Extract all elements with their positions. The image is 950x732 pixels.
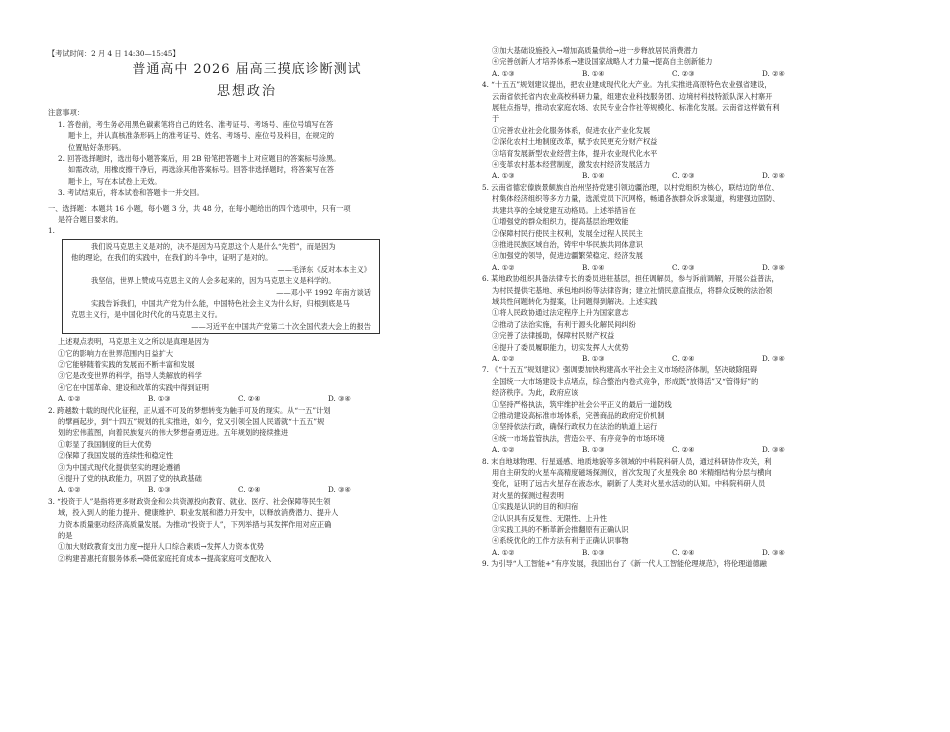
answer-choices bbox=[482, 262, 902, 273]
option: ④它在中国革命、建设和改革的实践中得到证明 bbox=[58, 382, 209, 392]
option: ③为中国式现代化提供坚实的理论遵循 bbox=[58, 462, 181, 472]
option: ④变革农村基本经营制度，激发农村经济发展活力 bbox=[492, 160, 651, 170]
answer-choices bbox=[482, 170, 902, 181]
option: ②深化农村土地制度改革，赋予农民更充分财产权益 bbox=[492, 137, 658, 147]
quote-box bbox=[62, 239, 380, 334]
notes-line: 2. 回答选择题时，选出每小题答案后，用 2B 铅笔把答题卡上对应题目的答案标号涂黑。 bbox=[58, 154, 341, 164]
choice-c[interactable]: C. ②④ bbox=[672, 547, 695, 557]
question-stem: 全国统一大市场建设卡点堵点，综合整治内卷式竞争，形成既“放得活”又“管得好”的 bbox=[492, 376, 759, 386]
question-stem: 村集体经济组织等多方力量，选派党员下沉网格，畅通各族群众诉求渠道，构建强边固防、 bbox=[492, 194, 780, 204]
choice-d[interactable]: D. ③④ bbox=[762, 445, 785, 455]
quote-line: 我坚信，世界上赞成马克思主义的人会多起来的，因为马克思主义是科学的。 bbox=[91, 276, 336, 286]
option: ④加强党的领导，促进边疆繁荣稳定、经济发展 bbox=[492, 251, 643, 261]
answer-choices bbox=[48, 484, 446, 495]
notes-line: 1. 答卷前，考生务必用黑色碳素笔将自己的姓名、准考证号、考场号、座位号填写在答 bbox=[58, 119, 334, 129]
option: ①加大财政教育支出力度→提升人口综合素质→发挥人力资本优势 bbox=[58, 542, 265, 552]
option: ①将人民政协通过法定程序上升为国家意志 bbox=[492, 308, 629, 318]
option: ④提升了党的执政能力，巩固了党的执政基础 bbox=[58, 474, 202, 483]
question-stem: 3. “投资于人”是指将更多财政资金和公共资源投向教育、就业、医疗、社会保障等民生领 bbox=[48, 496, 331, 506]
question-stem: 2. 跨越数十载的现代化征程，正从遥不可及的梦想转变为触手可及的现实。从“一五”计划 bbox=[48, 405, 331, 415]
exam-time: 【考试时间：2 月 4 日 14:30—15:45】 bbox=[48, 49, 180, 58]
choice-a[interactable]: A. ①② bbox=[492, 445, 515, 455]
answer-choices bbox=[482, 444, 902, 455]
question-stem: 于 bbox=[492, 114, 500, 124]
notes-line: 题卡上，并认真核准条形码上的准考证号、姓名、考场号、座位号及科目，在规定的 bbox=[68, 131, 334, 141]
option: ②构建普惠托育服务体系→降低家庭托育成本→提高家庭可支配收入 bbox=[58, 553, 272, 563]
answer-choices bbox=[482, 547, 902, 558]
left-column bbox=[48, 0, 446, 564]
option: ③加大基础设施投入→增加高质量供给→进一步释放居民消费潜力 bbox=[492, 46, 699, 55]
quote-line: 克思主义行，是中国化时代化的马克思主义行。 bbox=[71, 310, 222, 320]
choice-b[interactable]: B. ①③ bbox=[582, 445, 605, 455]
choice-c[interactable]: C. ②③ bbox=[672, 171, 695, 181]
notes-label: 注意事项： bbox=[48, 108, 84, 118]
question-stem: 对火星的探测过程表明 bbox=[492, 490, 564, 500]
option: ④提升了委员履职能力，切实发挥人大优势 bbox=[492, 342, 629, 352]
question-stem: 8. 末自地球物理、行星遥感、地质地貌等多领域的中科院科研人员，通过科研协作攻关，利 bbox=[482, 456, 772, 466]
choice-a[interactable]: A. ①② bbox=[58, 394, 81, 404]
question-stem: 的擘画起步，到“十四五”规划的扎实推进，如今，党又引领全国人民谱就“十五五”规 bbox=[58, 416, 325, 426]
quote-source: ——毛泽东《反对本本主义》 bbox=[277, 264, 371, 274]
option: ②推动了法治实施，有利于源头化解民间纠纷 bbox=[492, 319, 636, 329]
question-stem: 用自主研发的火星车高精度磁场探测仪，首次发现了火星残余 80 米精细结构分层与横向 bbox=[492, 468, 772, 478]
option: ③实践工具的不断革新会推翻原有正确认识 bbox=[492, 525, 629, 535]
notes-line: 位置贴好条形码。 bbox=[68, 142, 126, 152]
question-stem: 共建共享的全域党建互动格局。上述举措旨在 bbox=[492, 205, 636, 215]
option: ②推动建设高标准市场体系，完善商品的政府定价机制 bbox=[492, 411, 665, 420]
option: ③推进民族区域自治，铸牢中华民族共同体意识 bbox=[492, 239, 643, 249]
option: ③完善了法律援助，保障村民财产权益 bbox=[492, 331, 615, 341]
choice-b[interactable]: B. ①④ bbox=[582, 262, 605, 272]
option: ①实践是认识的目的和归宿 bbox=[492, 502, 579, 512]
choice-b[interactable]: B. ①③ bbox=[148, 394, 171, 404]
choice-d[interactable]: D. ③④ bbox=[762, 353, 785, 363]
choice-d[interactable]: D. ②④ bbox=[762, 171, 785, 181]
question-stem: 力资本质量驱动经济高质量发展。为推动“投资于人”，下列举措与其发挥作用对应正确 bbox=[58, 519, 332, 529]
option: ③培育发展新型农业经营主体，提升农业现代化水平 bbox=[492, 148, 658, 158]
question-stem: 9. 为引导“人工智能+”有序发展，我国出台了《新一代人工智能伦理规范》，将伦理道德融 bbox=[482, 559, 767, 569]
question-stem: 云南省依托省内农业高校科研力量，组建农业科技服务团、边境村科技特派队深入村寨开 bbox=[492, 91, 773, 101]
question-stem: 变化，证明了远古火星存在液态水，刷新了人类对火星水活动的认知。中科院科研人员 bbox=[492, 479, 766, 489]
quote-line: 他的理论，在我们的实践中，在我们的斗争中，证明了是对的。 bbox=[71, 253, 273, 263]
choice-c[interactable]: C. ②④ bbox=[238, 485, 261, 495]
option: ④完善创新人才培养体系→建设国家战略人才力量→提高自主创新能力 bbox=[492, 57, 713, 67]
question-stem: 为村民提供宅基地、承包地纠纷等法律咨询；建立社情民意直报点，将群众反映的法治领 bbox=[492, 285, 773, 295]
section-heading: 一、选择题：本题共 16 小题，每小题 3 分，共 48 分，在每小题给出的四个选项中，只有一项 bbox=[48, 203, 351, 213]
option: ②认识具有反复性、无限性、上升性 bbox=[492, 513, 608, 523]
choice-a[interactable]: A. ①② bbox=[58, 485, 81, 495]
choice-b[interactable]: B. ①④ bbox=[582, 171, 605, 181]
question-number: 1. bbox=[48, 226, 55, 236]
choice-a[interactable]: A. ①② bbox=[492, 262, 515, 272]
option: ④系统优化的工作方法有利于正确认识事物 bbox=[492, 536, 629, 546]
option: ①增强党的群众组织力，提高基层治理效能 bbox=[492, 217, 629, 227]
answer-choices bbox=[482, 68, 902, 79]
right-column bbox=[482, 0, 902, 570]
subject-title: 思想政治 bbox=[216, 84, 277, 100]
quote-source: ——邓小平 1992 年南方谈话 bbox=[276, 287, 371, 297]
question-stem: 域，投入到人的能力提升、健康维护、职业发展和潜力开发中，以释放消费潜力、提升人 bbox=[58, 508, 339, 518]
question-stem: 域共性问题转化为提案，让问题得到解决。上述实践 bbox=[492, 296, 658, 306]
question-stem: 的是 bbox=[58, 531, 73, 541]
choice-b[interactable]: B. ①④ bbox=[582, 68, 605, 78]
notes-line: 3. 考试结束后，将本试卷和答题卡一并交回。 bbox=[58, 188, 204, 198]
question-stem: 上述观点表明，马克思主义之所以是真理是因为 bbox=[58, 337, 209, 347]
choice-d[interactable]: D. ③④ bbox=[762, 547, 785, 557]
answer-choices bbox=[48, 393, 446, 404]
option: ②保障了我国发展的连续性和稳定性 bbox=[58, 451, 174, 461]
choice-a[interactable]: A. ①② bbox=[492, 547, 515, 557]
question-stem: 经济秩序。为此，政府应该 bbox=[492, 388, 579, 398]
option: ②它能够随着实践的发展而不断丰富和发展 bbox=[58, 359, 195, 369]
choice-b[interactable]: B. ①③ bbox=[582, 353, 605, 363]
quote-source: ——习近平在中国共产党第二十次全国代表大会上的报告 bbox=[191, 321, 371, 331]
question-stem: 7. 《“十五五”规划建议》强调要加快构建高水平社会主义市场经济体制，坚决破除阻碍 bbox=[482, 365, 758, 375]
choice-a[interactable]: A. ①② bbox=[492, 353, 515, 363]
choice-b[interactable]: B. ①③ bbox=[582, 547, 605, 557]
choice-c[interactable]: C. ②④ bbox=[238, 394, 261, 404]
option: ②保障村民行使民主权利，发展全过程人民民主 bbox=[492, 228, 643, 238]
choice-d[interactable]: D. ③④ bbox=[328, 394, 351, 404]
option: ③坚持依法行政，确保行政权力在法治的轨道上运行 bbox=[492, 422, 658, 432]
choice-a[interactable]: A. ①③ bbox=[492, 171, 515, 181]
question-stem: 4. “十五五”规划建议提出，把农业建成现代化大产业。为扎实推进高原特色农业强省建设， bbox=[482, 80, 772, 90]
quote-line: 实践告诉我们，中国共产党为什么能，中国特色社会主义为什么好，归根到底是马 bbox=[91, 298, 350, 308]
choice-a[interactable]: A. ①③ bbox=[492, 68, 515, 78]
option: ③它是改变世界的科学，指导人类解放的科学 bbox=[58, 371, 202, 381]
question-stem: 展驻点指导，推动农家庭农场、农民专业合作社等规模化、标准化发展。云南省这样做有利 bbox=[492, 103, 780, 113]
choice-d[interactable]: D. ②④ bbox=[762, 68, 785, 78]
option: ①坚持严格执法，筑牢维护社会公平正义的最后一道防线 bbox=[492, 399, 672, 409]
notes-line: 题卡上，写在本试卷上无效。 bbox=[68, 176, 162, 186]
choice-b[interactable]: B. ①③ bbox=[148, 485, 171, 495]
option: ④统一市场监管执法，营造公平、有序竞争的市场环境 bbox=[492, 433, 665, 443]
option: ①它的影响力在世界范围内日益扩大 bbox=[58, 348, 174, 358]
choice-c[interactable]: C. ②③ bbox=[672, 68, 695, 78]
section-heading: 是符合题目要求的。 bbox=[58, 215, 123, 225]
answer-choices bbox=[482, 353, 902, 364]
quote-line: 我们说马克思主义是对的，决不是因为马克思这个人是什么“先哲”，而是因为 bbox=[91, 241, 336, 251]
option: ①彰显了我国制度的巨大优势 bbox=[58, 439, 152, 449]
question-stem: 划的宏伟蓝图，向着民族复兴的伟大梦想奋勇迈进。五年规划的接续推进 bbox=[58, 428, 289, 438]
choice-c[interactable]: C. ②④ bbox=[672, 353, 695, 363]
question-stem: 5. 云南省德宏傣族景颇族自治州坚持党建引领边疆治理，以村党组织为核心，联结边防单位、 bbox=[482, 182, 779, 192]
choice-c[interactable]: C. ②③ bbox=[672, 262, 695, 272]
notes-line: 如需改动，用橡皮擦干净后，再选涂其他答案标号。回答非选择题时，将答案写在答 bbox=[68, 165, 334, 175]
exam-title: 普通高中 2026 届高三摸底诊断测试 bbox=[132, 62, 362, 78]
option: ①完善农业社会化服务体系，促进农业产业化发展 bbox=[492, 125, 651, 135]
choice-c[interactable]: C. ②④ bbox=[672, 445, 695, 455]
choice-d[interactable]: D. ③④ bbox=[762, 262, 785, 272]
choice-d[interactable]: D. ③④ bbox=[328, 485, 351, 495]
question-stem: 6. 某地政协组织具备法律专长的委员进驻基层，担任调解员，参与诉前调解，开展公益普法， bbox=[482, 274, 779, 284]
